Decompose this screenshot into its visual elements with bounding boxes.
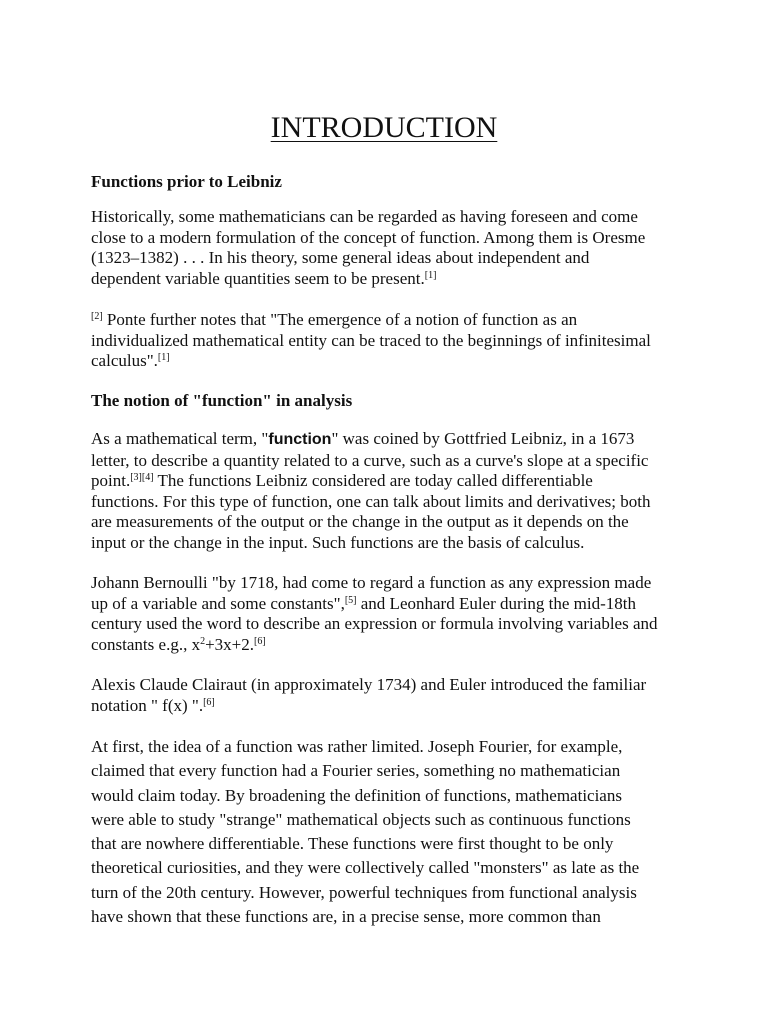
paragraph-fourier: [91, 735, 691, 929]
text-fragment: " was coined by Gottfried Leibniz, in a 1673: [331, 429, 635, 448]
text-line: calculus".: [91, 351, 158, 371]
citation-link[interactable]: [2]: [91, 311, 103, 322]
text-line: At first, the idea of a function was rather limited. Joseph Fourier, for example,: [91, 737, 623, 756]
text-line: individualized mathematical entity can be traced to the beginnings of infinitesimal: [91, 330, 651, 350]
text-line: Johann Bernoulli "by 1718, had come to regard a function as any expression made: [91, 573, 652, 592]
text-fragment: As a mathematical term, ": [91, 429, 269, 448]
paragraph-bernoulli-euler: [91, 573, 691, 655]
text-fragment: The functions Leibniz considered are today called differentiable: [153, 471, 593, 491]
text-line: have shown that these functions are, in a precise sense, more common than: [91, 907, 601, 927]
citation-link[interactable]: [5]: [344, 594, 357, 606]
text-fragment: and Leonhard Euler during the mid-18th: [356, 593, 636, 613]
text-line: Historically, some mathematicians can be regarded as having foreseen and come: [91, 207, 638, 226]
keyword-link[interactable]: function: [268, 431, 332, 448]
exponent: 2: [200, 635, 206, 647]
citation-link[interactable]: [1]: [157, 352, 170, 364]
text-line: (1323–1382) . . . In his theory, some general ideas about independent and: [91, 248, 590, 268]
text-line: century used the word to describe an expression or formula involving variables and: [91, 614, 658, 634]
text-fragment: +3x+2.: [205, 634, 255, 654]
text-line: would claim today. By broadening the definition of functions, mathematicians: [91, 785, 622, 805]
citation-link[interactable]: [1]: [424, 269, 437, 281]
text-fragment: constants e.g., x: [91, 634, 201, 654]
citation-link[interactable]: [6]: [203, 696, 215, 708]
paragraph-leibniz: [91, 429, 691, 554]
text-line: turn of the 20th century. However, powerful techniques from functional analysis: [91, 882, 637, 902]
text-line: letter, to describe a quantity related to a curve, such as a curve's slope at a specific: [91, 450, 649, 470]
paragraph-oresme: [91, 207, 691, 289]
text-line: dependent variable quantities seem to be present.: [91, 268, 425, 288]
paragraph-ponte: [91, 310, 691, 372]
text-fragment: point.: [91, 471, 131, 491]
text-line: close to a modern formulation of the concept of function. Among them is Oresme: [91, 227, 646, 247]
paragraph-clairaut: [91, 675, 691, 716]
text-line: are measurements of the output or the change in the output as it depends on the: [91, 512, 629, 532]
section-heading-function-in-analysis: The notion of "function" in analysis: [91, 391, 353, 410]
text-line: notation " f(x) ".: [91, 695, 204, 715]
section-heading-functions-prior-to-leibniz: Functions prior to Leibniz: [91, 172, 282, 191]
text-fragment: up of a variable and some constants",: [91, 593, 345, 613]
text-line: functions. For this type of function, one can talk about limits and derivatives; both: [91, 491, 651, 511]
text-line: input or the change in the input. Such functions are the basis of calculus.: [91, 532, 585, 552]
text-line: Ponte further notes that "The emergence of a notion of function as an: [102, 310, 578, 329]
page-title: INTRODUCTION: [270, 111, 498, 144]
text-line: Alexis Claude Clairaut (in approximately 1734) and Euler introduced the familiar: [91, 675, 647, 694]
citation-link[interactable]: [6]: [254, 635, 266, 647]
text-line: that are nowhere differentiable. These functions were first thought to be only: [91, 834, 614, 854]
citation-link[interactable]: [3][4]: [130, 472, 154, 484]
text-line: claimed that every function had a Fourier series, something no mathematician: [91, 761, 621, 781]
text-line: were able to study "strange" mathematical objects such as continuous functions: [91, 809, 631, 829]
text-line: theoretical curiosities, and they were collectively called "monsters" as late as the: [91, 858, 640, 878]
